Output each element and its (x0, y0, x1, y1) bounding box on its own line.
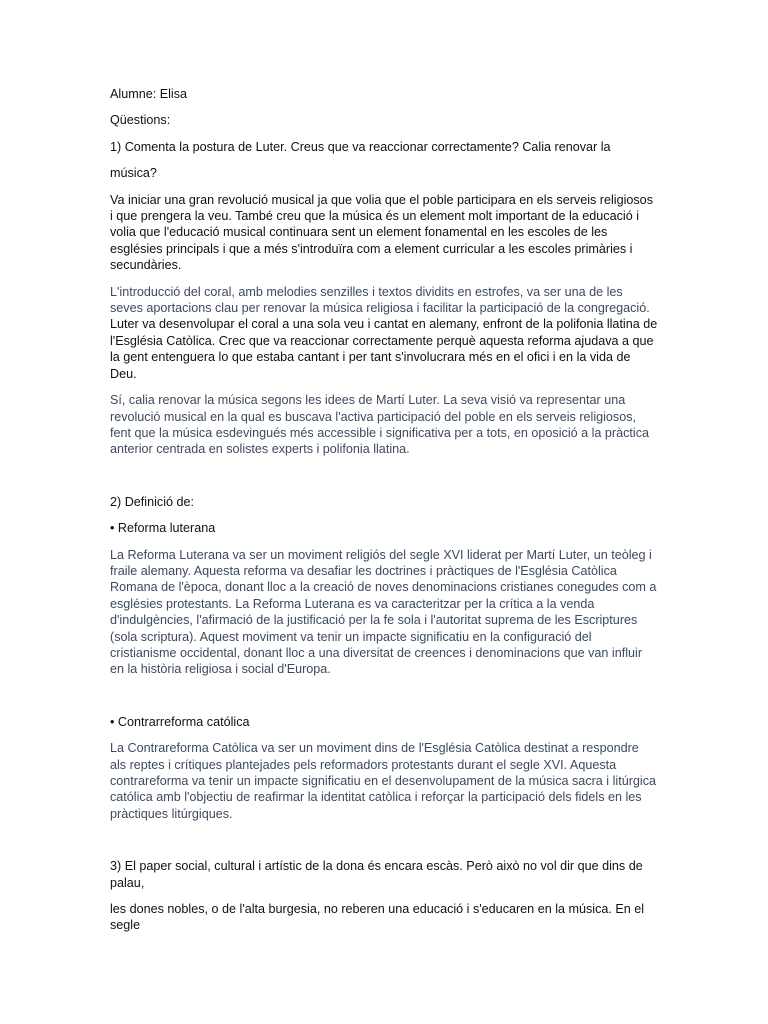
document-page (110, 86, 658, 934)
q1-question-line-2: música? (110, 166, 157, 181)
q2-heading: 2) Definició de: (110, 494, 194, 509)
q2-item-1-text: La Reforma Luterana va ser un moviment religiós del segle XVI liderat per Martí Luter, un teòleg i fraile alemany. Aquesta reforma va desafiar les doctrines i pràctiques de l'Església Catòlica Romana de l'època, donant lloc a la creació de noves denominacions cristianes conegudes com a esglésies protestants. La Reforma Luterana es va caracteritzar per la crítica a la venda d'indulgències, l'afirmació de la justificació per la fe sola i l'autoritat suprema de les Escriptures (sola scriptura). Aquest moviment va tenir un impacte significatiu en la configuració del cristianisme occidental, donant lloc a una diversitat de creences i denominacions que van influir en la història religiosa i social d'Europa. (110, 547, 657, 677)
q1-answer-p2-black-span: Luter va desenvolupar el coral a una sola veu i cantat en alemany, enfront de la polifonia llatina de l'Església Catòlica. Crec que va reaccionar correctamente perquè aquesta reforma ajudava a que la gent entenguera lo que estaba cantant i per tant s'involucrara més en el ofici i en la vida de Deu. (110, 317, 658, 381)
q2-item-2-title: • Contrarreforma católica (110, 714, 658, 730)
q1-answer-p2-gray-span: L'introducció del coral, amb melodies senzilles i textos dividits en estrofes, va ser una de les seves aportacions clau per renovar la música religiosa i facilitar la participació de la congregació. (110, 284, 650, 316)
q2-item-2-text: La Contrareforma Catòlica va ser un moviment dins de l'Església Catòlica destinat a respondre als reptes i crítiques plantejades pels reformadors protestants durant el segle XVI. Aquesta contrareforma va tenir un impacte significatiu en el desenvolupament de la música sacra i litúrgica católica amb l'objectiu de reafirmar la identitat catòlica i reforçar la participació dels fidels en les pràctiques litúrgiques. (110, 741, 657, 821)
q1-question-line-1: 1) Comenta la postura de Luter. Creus que va reaccionar correctamente? Calia renovar la (110, 139, 611, 154)
q1-answer-paragraph-3: Sí, calia renovar la música segons les idees de Martí Luter. La seva visió va representar una revolució musical en la qual es buscava l'activa participació del poble en els serveis religiosos, fent que la música esdevingués més accessible i significativa per a tots, en oposició a la pràctica anterior centrada en solistes experts i polifonia llatina. (110, 393, 650, 457)
q2-item-1-title: • Reforma luterana (110, 520, 658, 536)
q1-answer-paragraph-1: Va iniciar una gran revolució musical ja que volia que el poble participara en els serveis religiosos i que prengera la veu. També creu que la música és un element molt important de la educació i volia que l'educació musical continuara sent un element fonamental en les escoles de les esglésies principals i que a més s'introduïra com a element curricular a les escoles primàries i secundàries. (110, 192, 653, 273)
q3-line-2: les dones nobles, o de l'alta burgesia, no reberen una educació i s'educaren en la música. En el segle (110, 902, 645, 933)
questions-label: Qüestions: (110, 113, 171, 128)
q1-answer-paragraph-2 (110, 284, 658, 382)
student-name: Alumne: Elisa (110, 87, 187, 101)
q3-line-1: 3) El paper social, cultural i artístic de la dona és encara escàs. Però això no vol dir que dins de palau, (110, 859, 643, 890)
